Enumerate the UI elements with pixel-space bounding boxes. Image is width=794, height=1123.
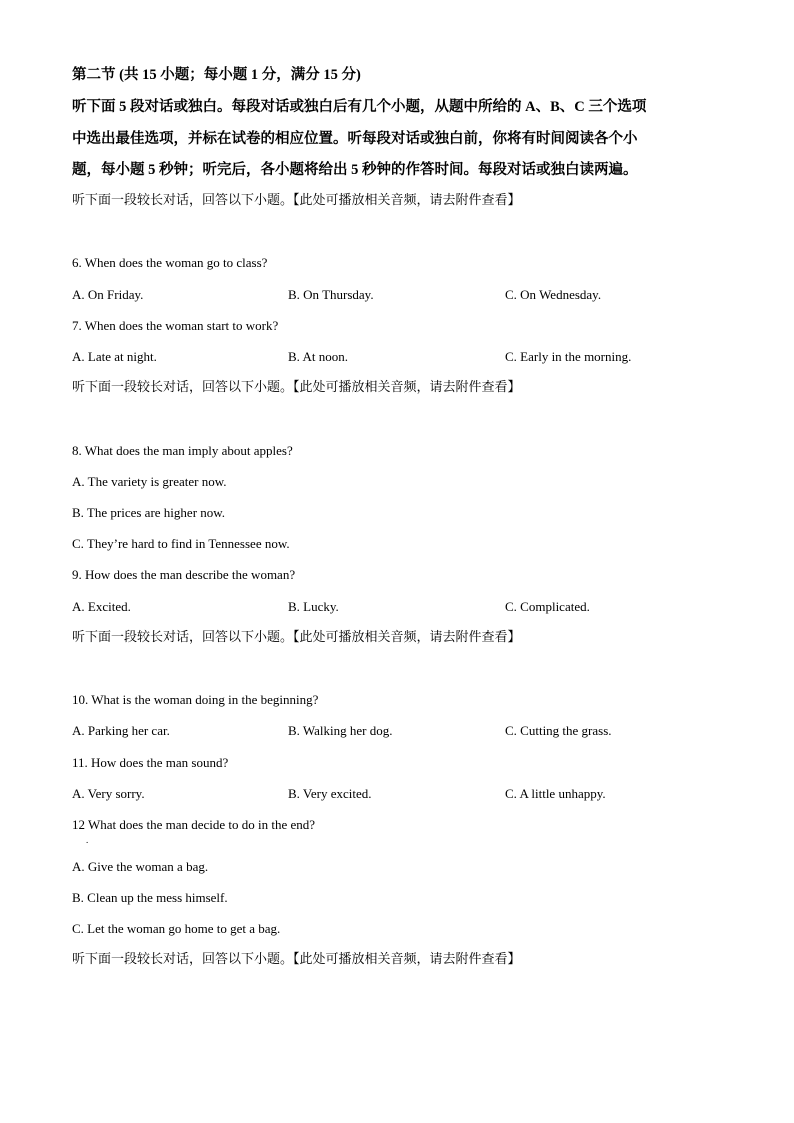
option-10a: A. Parking her car. xyxy=(72,723,170,738)
option-8a: A. The variety is greater now. xyxy=(72,474,227,489)
audio-instruction: 听下面一段较长对话，回答以下小题。【此处可播放相关音频，请去附件查看】 xyxy=(72,380,521,395)
option-6a: A. On Friday. xyxy=(72,287,144,302)
section-heading: 第二节 (共 15 小题；每小题 1 分，满分 15 分) xyxy=(72,67,361,83)
option-6c: C. On Wednesday. xyxy=(505,287,602,302)
directions-line-2: 中选出最佳选项，并标在试卷的相应位置。听每段对话或独白前，你将有时间阅读各个小 xyxy=(72,131,638,147)
option-11b: B. Very excited. xyxy=(288,786,372,801)
option-10b: B. Walking her dog. xyxy=(288,723,393,738)
option-12b: B. Clean up the mess himself. xyxy=(72,890,228,905)
option-11a: A. Very sorry. xyxy=(72,786,145,801)
audio-instruction: 听下面一段较长对话，回答以下小题。【此处可播放相关音频，请去附件查看】 xyxy=(72,952,521,967)
option-9a: A. Excited. xyxy=(72,599,131,614)
option-8b: B. The prices are higher now. xyxy=(72,505,226,520)
question-stem-10: 10. What is the woman doing in the beginning? xyxy=(72,692,319,707)
option-8c: C. They’re hard to find in Tennessee now. xyxy=(72,536,290,551)
directions-line-1: 听下面 5 段对话或独白。每段对话或独白后有几个小题，从题中所给的 A、B、C 三个选项 xyxy=(72,99,647,115)
option-11c: C. A little unhappy. xyxy=(505,786,606,801)
stray-dot-mark: . xyxy=(86,835,89,845)
option-9b: B. Lucky. xyxy=(288,599,339,614)
audio-instruction: 听下面一段较长对话，回答以下小题。【此处可播放相关音频，请去附件查看】 xyxy=(72,193,521,208)
question-stem-12: 12 What does the man decide to do in the end? xyxy=(72,817,316,832)
audio-instruction: 听下面一段较长对话，回答以下小题。【此处可播放相关音频，请去附件查看】 xyxy=(72,630,521,645)
option-10c: C. Cutting the grass. xyxy=(505,723,612,738)
question-stem-11: 11. How does the man sound? xyxy=(72,755,229,770)
option-7a: A. Late at night. xyxy=(72,349,157,364)
option-7c: C. Early in the morning. xyxy=(505,349,632,364)
question-stem-8: 8. What does the man imply about apples? xyxy=(72,443,293,458)
question-stem-7: 7. When does the woman start to work? xyxy=(72,318,279,333)
question-stem-9: 9. How does the man describe the woman? xyxy=(72,567,296,582)
option-6b: B. On Thursday. xyxy=(288,287,374,302)
directions-line-3: 题，每小题 5 秒钟；听完后，各小题将给出 5 秒钟的作答时间。每段对话或独白读两遍。 xyxy=(72,162,638,178)
option-7b: B. At noon. xyxy=(288,349,348,364)
option-12c: C. Let the woman go home to get a bag. xyxy=(72,921,281,936)
question-stem-6: 6. When does the woman go to class? xyxy=(72,255,268,270)
option-9c: C. Complicated. xyxy=(505,599,590,614)
option-12a: A. Give the woman a bag. xyxy=(72,859,209,874)
